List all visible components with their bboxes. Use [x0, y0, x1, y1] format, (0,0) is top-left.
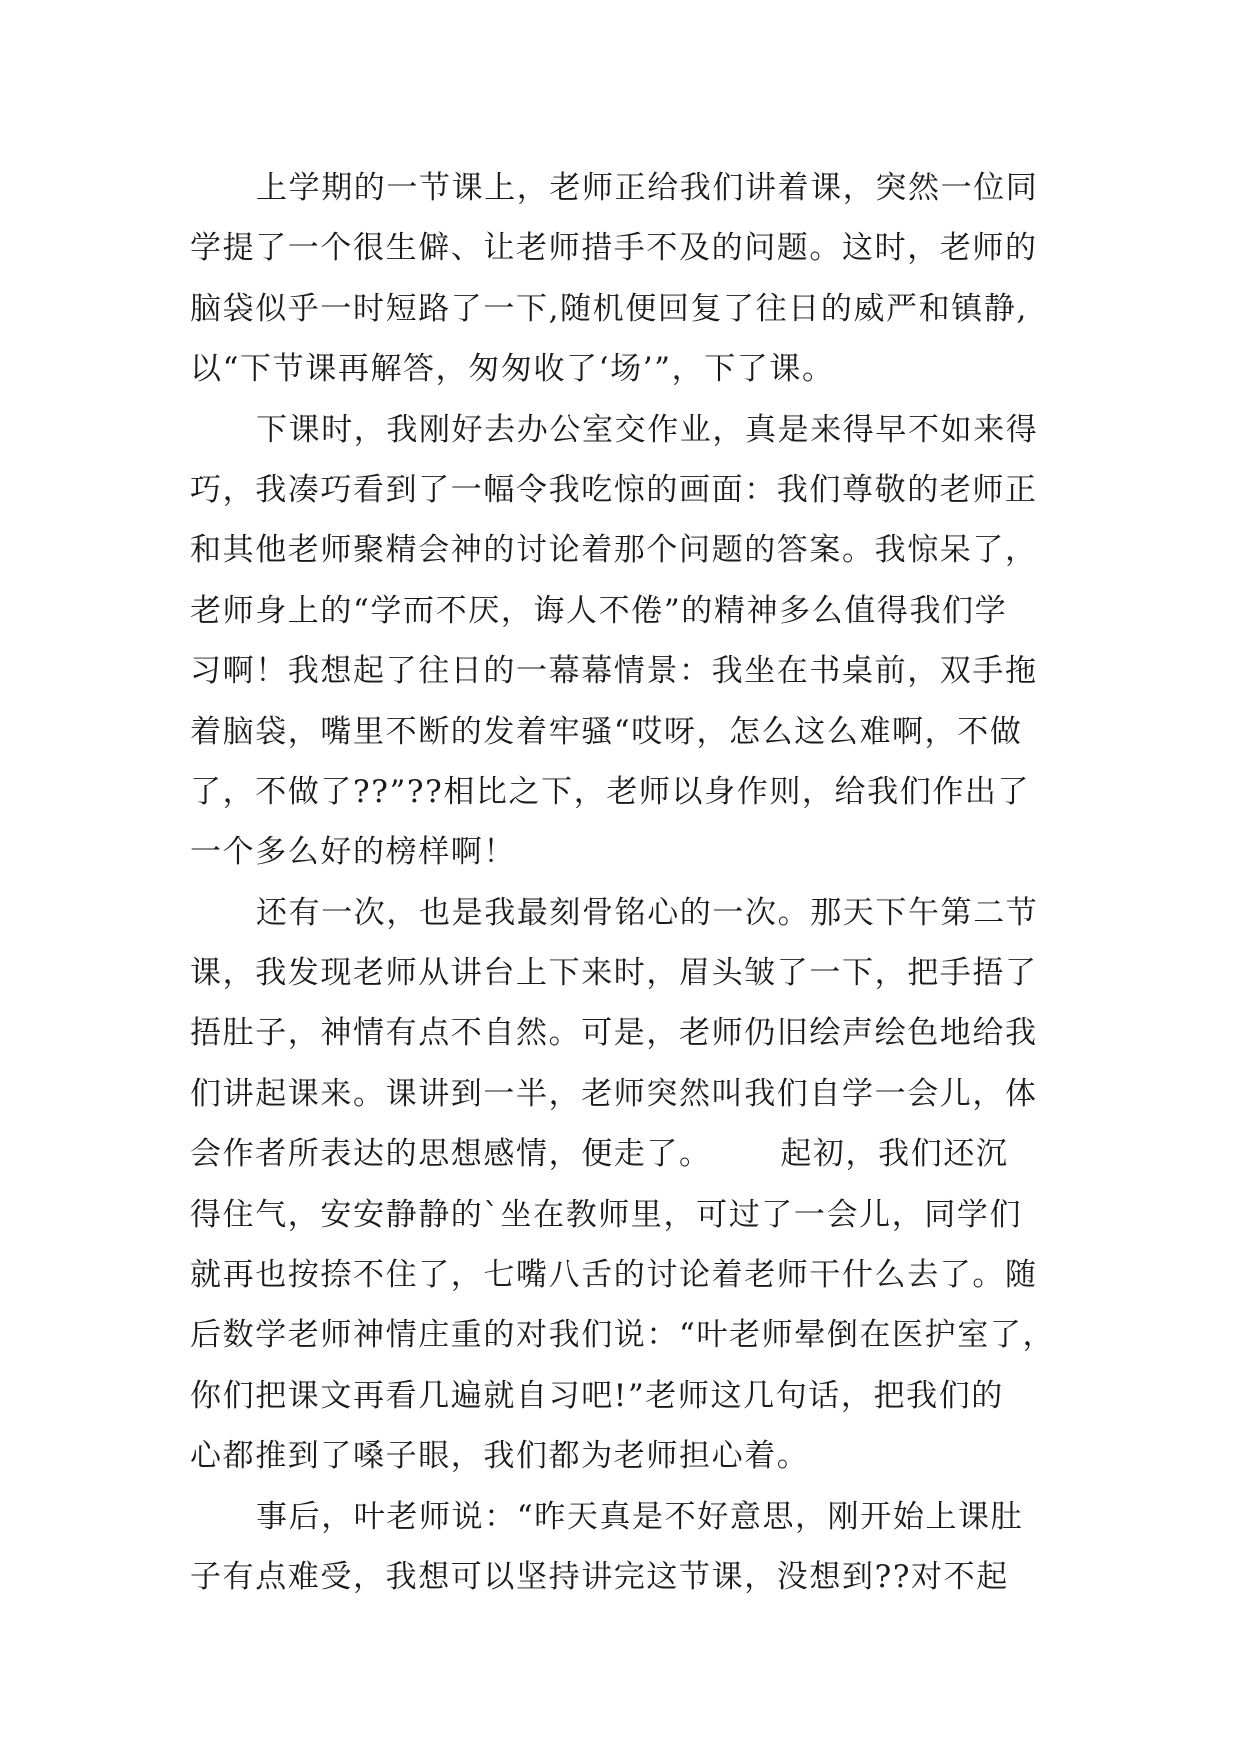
text-line: 巧，我凑巧看到了一幅令我吃惊的画面：我们尊敬的老师正 — [190, 471, 1038, 508]
text-line: 上学期的一节课上，老师正给我们讲着课，突然一位同 — [256, 170, 1039, 206]
text-line: 得住气，安安静静的`坐在教师里，可过了一会儿，同学们 — [190, 1196, 1023, 1233]
text-line: 学提了一个很生僻、让老师措手不及的问题。这时，老师的 — [190, 230, 1038, 267]
text-line: 子有点难受，我想可以坚持讲完这节课，没想到??对不起 — [190, 1558, 1009, 1595]
text-line: 课，我发现老师从讲台上下来时，眉头皱了一下，把手捂了 — [190, 955, 1038, 992]
text-line: 和其他老师聚精会神的讨论着那个问题的答案。我惊呆了， — [190, 532, 1038, 569]
text-line: 心都推到了嗓子眼，我们都为老师担心着。 — [190, 1438, 810, 1475]
text-line: 了，不做了??”??相比之下，老师以身作则，给我们作出了 — [190, 773, 1031, 810]
text-line: 以“下节课再解答，匆匆收了‘场’”，下了课。 — [190, 351, 835, 388]
text-line: 下课时，我刚好去办公室交作业，真是来得早不如来得 — [256, 411, 1039, 448]
text-line: 就再也按捺不住了，七嘴八舌的讨论着老师干什么去了。随 — [190, 1257, 1038, 1294]
text-line: 会作者所表达的思想感情，便走了。 起初，我们还沉 — [190, 1136, 1009, 1173]
text-line: 一个多么好的榜样啊！ — [190, 834, 516, 871]
text-line: 脑袋似乎一时短路了一下,随机便回复了往日的威严和镇静, — [190, 290, 1028, 327]
text-line: 习啊！我想起了往日的一幕幕情景：我坐在书桌前，双手拖 — [190, 653, 1038, 690]
text-line: 还有一次，也是我最刻骨铭心的一次。那天下午第二节 — [256, 894, 1039, 931]
text-line: 老师身上的“学而不厌，诲人不倦”的精神多么值得我们学 — [190, 592, 1008, 629]
text-line: 你们把课文再看几遍就自习吧!”老师这几句话，把我们的 — [190, 1377, 1004, 1414]
text-line: 捂肚子，神情有点不自然。可是，老师仍旧绘声绘色地给我 — [190, 1015, 1038, 1052]
body-text — [190, 158, 1070, 1607]
text-line: 后数学老师神情庄重的对我们说：“叶老师晕倒在医护室了， — [190, 1317, 1056, 1354]
text-line: 着脑袋，嘴里不断的发着牢骚“哎呀，怎么这么难啊，不做 — [190, 713, 1023, 750]
text-line: 们讲起课来。课讲到一半，老师突然叫我们自学一会儿，体 — [190, 1075, 1038, 1112]
text-line: 事后，叶老师说：“昨天真是不好意思，刚开始上课肚 — [256, 1498, 1024, 1535]
